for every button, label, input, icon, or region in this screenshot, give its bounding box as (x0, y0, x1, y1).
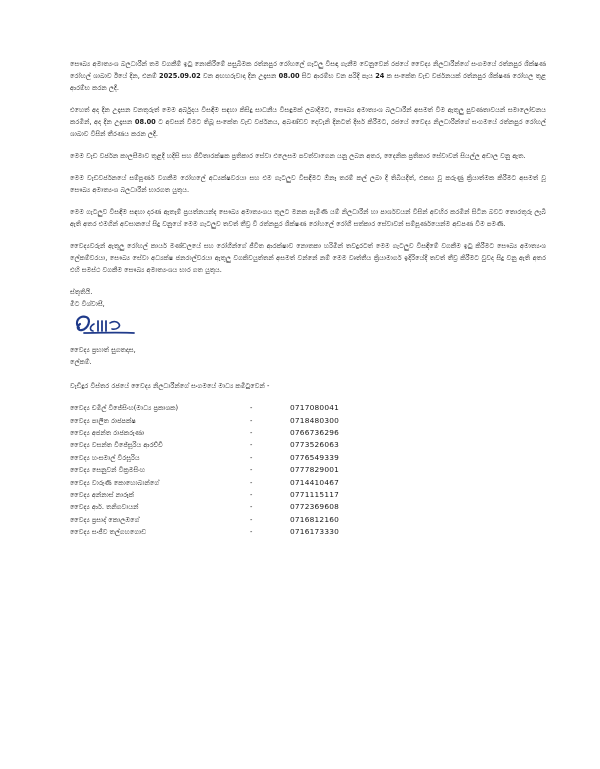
contact-row (70, 476, 380, 488)
contact-separator: - (250, 528, 253, 537)
contact-name: වෛද්‍ය හංසමාල් වීරසූරිය (70, 453, 140, 462)
contact-row (70, 452, 380, 464)
contact-name: වෛද්‍ය සංජීව තල්ගහගොඩ (70, 528, 147, 537)
contact-name: වෛද්‍ය වාරුණි කොහොබාන්ගේ (70, 478, 160, 487)
paragraph-6: වෛද්‍යවරුන් ඇතුලු රෝහල් කාර්ය මණ්ඩලයේ සහ රෝගීන්ගේ ජීවිත ආරක්ෂාව නොතකා හරිමින් තවදුරටත් මෙම ගැටලුව විසඳීමේ වගකීම ඉටු කිරීමට සෞඛ්‍ය අමාත්‍යංශ ලේකම්වරයා, සෞඛ්‍ය සේවා අධ්‍යක්ෂ ජනරාල්වරයා ඇතුලු වගකිවයුත්තන් අසමත් වන්නේ නම් මෙම වෘත්තීය ක්‍රියාමාර්ග ඉදිරියේදී තවත් තීව්‍ර කිරීමට වුවද සිදු වනු ඇති අතර එහි සමස්ථ වගකීම සෞඛ්‍ය අමාත්‍යංශය භාර ගත යුතුය. (70, 242, 546, 274)
closing-thanks: ස්තුතියි. (70, 288, 93, 296)
contacts-heading: වැඩිදුර විස්තර රජයේ වෛද්‍ය නිලධාරීන්ගේ සංගමයේ මාධ්‍ය කමිටුවෙන් - (70, 382, 270, 390)
strike-start-time: 08.00 (278, 72, 300, 80)
contact-name: වෛද්‍ය සෙනුවන් වික්‍රමසිංහ (70, 466, 146, 475)
contact-name: වෛද්‍ය චමිල් විජේසිංහ(මාධ්‍ය ප්‍රකාශක) (70, 404, 179, 413)
contact-name: වෛද්‍ය ආර්. තනිගවායන් (70, 503, 139, 512)
contact-phone: 0716812160 (290, 514, 340, 524)
contact-row (70, 414, 380, 426)
closing-faithfully: මීට විශ්වාසී, (70, 300, 105, 308)
paragraph-1-text-b: වන අඟහරුවාදා දින උදෑසන (200, 72, 279, 80)
contact-row (70, 501, 380, 513)
contact-row (70, 489, 380, 501)
contact-phone: 0717080041 (290, 403, 340, 413)
paragraph-2-text-b: ට අවසන් වීමට තිබූ සංකේත වැඩ වර්ජනය, අඛණ්ඩව දෙවැනි දිනටත් දීර්ඝ කිරීමට, රජයේ වෛද්‍ය නිලධාරීන්ගේ සංගමයේ රත්නපුර රෝහල් ශාඛාව විසින් තීරණය කරන ලදී. (70, 118, 546, 138)
paragraph-3: මෙම වැඩ වර්ජන කාලසීමාව තුළදී හදිසි සහ ජීවිතාරක්ෂක ප්‍රතිකාර සේවා එලෙසම පවත්වාගෙන යනු ලබන අතර, දෛනික ප්‍රතිකාර සේවාවන් සියල්ල අඩාල වනු ඇත. (70, 152, 526, 160)
contact-row (70, 526, 380, 538)
contact-name: වෛද්‍ය අන්නාස් නාරූක් (70, 490, 134, 499)
contact-phone: 0772369608 (290, 502, 340, 512)
paragraph-2-text-a: එහෙත් අද දින උදෑසන වනතුරුත් මෙම අර්බුදය විසඳීම සඳහා කිසිදු සාධනීය විසඳුමක් ලබාදීමට, සෞඛ්‍ය අමාත්‍යංශ බලධාරීන් අසමත් වීම ඇතුලු පුවණතාවයන් සමාලෝචනය කරමින්, අද දින උදෑසන (70, 106, 546, 126)
contact-separator: - (250, 441, 253, 450)
contacts-table (70, 402, 380, 538)
paragraph-1-text-a: සෞඛ්‍ය අමාත්‍යංශ බලධාරීන් තම වගකීම් ඉටු නොකිරීමේ පසුබිමක රත්නපුර රෝහලේ ගැටලු විසඳා ගැනීම වෙනුවෙන් රජයේ වෛද්‍ය නිලධාරීන්ගේ සංගමයේ රත්නපුර ශික්ෂණ රෝහල් ශාඛාව ඊයේ දින, එනම් (70, 60, 546, 80)
contact-separator: - (250, 428, 253, 437)
contact-name: වෛද්‍ය පාලිත රාජපක්ෂ (70, 416, 136, 425)
contact-name: වෛද්‍ය අජන්ත රාජකරුණා (70, 428, 145, 437)
contact-separator: - (250, 515, 253, 524)
strike-date: 2025.09.02 (158, 72, 201, 80)
contact-row (70, 464, 380, 476)
contact-name: වෛද්‍ය ප්‍රසාද් කොලඹගේ (70, 515, 140, 524)
contact-row (70, 439, 380, 451)
contact-separator: - (250, 490, 253, 499)
contact-separator: - (250, 503, 253, 512)
contact-name: වෛද්‍ය වසන්ත විජේසූරිය ආරච්චි (70, 441, 163, 450)
paragraph-1 (70, 58, 546, 94)
contact-phone: 0773526063 (290, 440, 340, 450)
contact-phone: 0714410467 (290, 477, 340, 487)
signoff-block (70, 286, 546, 368)
paragraph-5: මෙම ගැටලුව විසඳීම සඳහා දරණ ඇතැම් ප්‍රයත්නයන්ද සෞඛ්‍ය අමාත්‍යංශය තුලට මනක පැමිණි යම් නිලධාරීන් හා පාර්ශවයන් විසින් අවහිර කරමින් සිටින බවට තොරතුරු ලැබී ඇති අතර එමගින් අවසානයේ සිදු වනුයේ මෙම ගැටලුව තවත් තීව්‍ර වී රත්නපුර ශික්ෂණ රෝහලේ රෝගී සත්කාර සේවාවන් සම්පූර්ණයෙන්ම අඩපණ වීම පමණි. (70, 208, 546, 228)
contact-separator: - (250, 466, 253, 475)
contact-phone: 0776549339 (290, 452, 340, 462)
contact-separator: - (250, 478, 253, 487)
contact-phone: 0718480300 (290, 415, 340, 425)
contact-phone: 0771115117 (290, 489, 340, 499)
contact-row (70, 514, 380, 526)
signer-name: වෛද්‍ය ප්‍රභාත් සුගතදාස, (70, 346, 136, 354)
paragraph-1-text-c: සිට ආරම්භ වන පරිදි පැය (299, 72, 376, 80)
contact-phone: 0766736296 (290, 427, 340, 437)
contact-row (70, 427, 380, 439)
contact-separator: - (250, 453, 253, 462)
strike-end-time: 08.00 (134, 118, 156, 126)
paragraph-1-text-d: ක සංකේත වැඩ වර්ජනයක් රත්නපුර ශික්ෂණ රෝහල තුළ ආරම්භ කරන ලදී. (70, 72, 546, 92)
paragraph-4: මෙම වැඩවර්ජනයේ සම්පූර්ණ වගකීම රෝහලේ අධ්‍යක්ෂවරයා සහ එම ගැටලුව විසඳීමට ඕනෑ තරම් කල් ලබා දී තිබියදීත්, එකඟ වූ කරුණු ක්‍රියාත්මක කිරීමට අසමත් වූ සෞඛ්‍ය අමාත්‍යංශ බලධාරීන් භාරගත යුතුය. (70, 174, 546, 194)
signer-title: ලේකම්. (70, 358, 92, 366)
paragraph-2 (70, 104, 546, 140)
strike-hours: 24 (375, 72, 385, 80)
signature-icon (70, 312, 140, 338)
contact-separator: - (250, 404, 253, 413)
contact-separator: - (250, 416, 253, 425)
contact-phone: 0716173330 (290, 527, 340, 537)
contact-phone: 0777829001 (290, 465, 340, 475)
contact-row (70, 402, 380, 414)
